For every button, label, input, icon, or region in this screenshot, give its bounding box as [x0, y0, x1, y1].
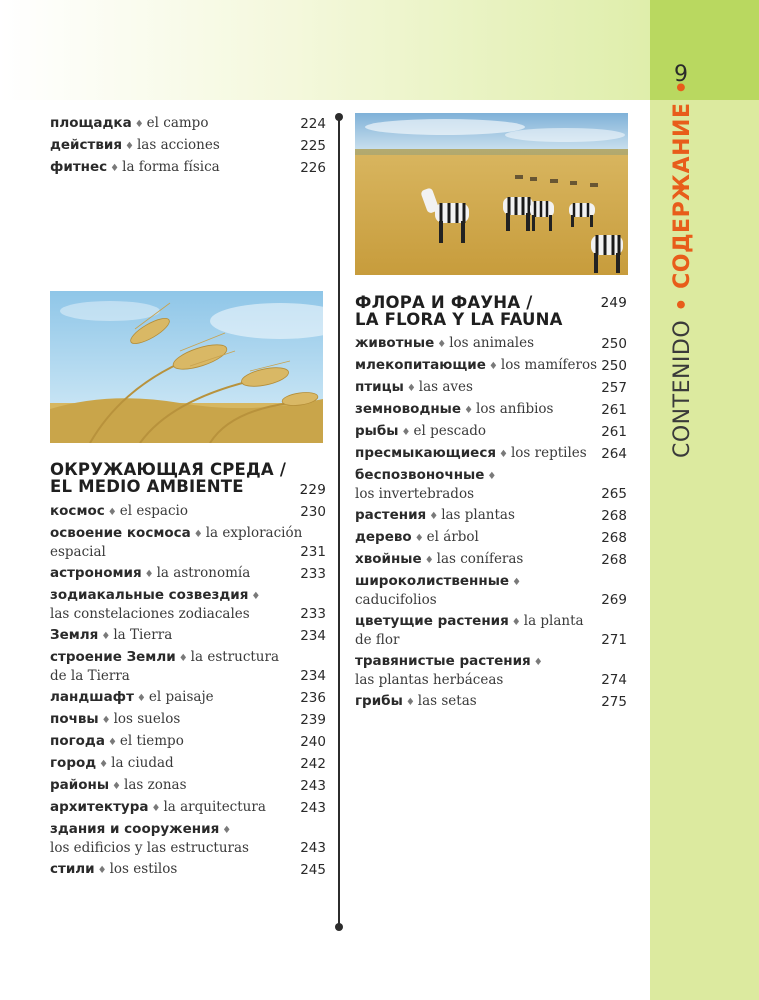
entry-russian: районы — [50, 777, 110, 793]
list-item — [50, 115, 326, 134]
list-item — [355, 653, 627, 689]
list-item — [50, 861, 326, 880]
diamond-separator-icon: ♦ — [101, 715, 111, 726]
page-number: 9 — [674, 62, 688, 87]
entry-spanish: el árbol — [426, 529, 479, 545]
entry-spanish: la planta — [523, 613, 584, 629]
diamond-separator-icon: ♦ — [414, 533, 424, 544]
entry-page: 233 — [300, 605, 326, 622]
list-item — [355, 467, 627, 503]
entry-page: 268 — [601, 552, 627, 568]
entry-spanish-continued: espacial — [50, 543, 106, 560]
entry-page: 231 — [300, 543, 326, 560]
entry-page: 234 — [300, 667, 326, 684]
side-title-bullet-end: • — [670, 79, 695, 95]
list-item — [50, 565, 326, 584]
entry-russian: площадка — [50, 115, 132, 131]
entry-spanish: los reptiles — [510, 445, 587, 461]
diamond-separator-icon: ♦ — [136, 693, 146, 704]
list-item — [50, 627, 326, 646]
entry-page: 234 — [300, 628, 326, 644]
entry-page: 274 — [601, 671, 627, 688]
entry-page: 268 — [601, 508, 627, 524]
entry-page: 264 — [601, 446, 627, 462]
heading-line-spanish: EL MEDIO AMBIENTE — [50, 477, 244, 496]
entry-spanish: las zonas — [124, 777, 187, 793]
entry-russian: растения — [355, 507, 427, 523]
list-item — [355, 507, 627, 526]
list-item — [355, 551, 627, 570]
entry-russian: строение Земли — [50, 649, 176, 665]
side-title-russian: СОДЕРЖАНИЕ — [670, 102, 695, 289]
section-heading-flora-fauna — [355, 294, 627, 328]
diamond-separator-icon: ♦ — [401, 427, 411, 438]
entry-russian: здания и сооружения — [50, 821, 220, 837]
entry-spanish: las aves — [418, 379, 473, 395]
entry-spanish: los animales — [449, 335, 535, 351]
entry-page: 243 — [300, 839, 326, 856]
diamond-separator-icon: ♦ — [222, 825, 232, 836]
entry-russian: почвы — [50, 711, 99, 727]
entry-page: 240 — [300, 734, 326, 750]
entry-page: 268 — [601, 530, 627, 546]
entry-russian: космос — [50, 503, 105, 519]
entry-spanish: los suelos — [113, 711, 181, 727]
entry-page: 245 — [300, 862, 326, 878]
entry-page: 230 — [300, 504, 326, 520]
diamond-separator-icon: ♦ — [464, 405, 474, 416]
entry-spanish: las coníferas — [436, 551, 524, 567]
diamond-separator-icon: ♦ — [125, 141, 134, 152]
list-item — [355, 693, 627, 712]
list-item — [50, 525, 326, 561]
diamond-separator-icon: ♦ — [499, 449, 508, 460]
entry-spanish: el paisaje — [148, 689, 214, 705]
entry-russian: животные — [355, 335, 435, 351]
entry-russian: рыбы — [355, 423, 399, 439]
list-item — [50, 689, 326, 708]
list-item — [50, 755, 326, 774]
list-item — [355, 401, 627, 420]
side-section-title — [672, 80, 694, 458]
entry-spanish: las setas — [417, 693, 477, 709]
list-item — [50, 733, 326, 752]
side-color-band — [650, 0, 759, 1000]
diamond-separator-icon: ♦ — [101, 631, 111, 642]
entry-russian: широколиственные — [355, 573, 510, 589]
entry-page: 239 — [300, 712, 326, 728]
diamond-separator-icon: ♦ — [112, 781, 122, 792]
entry-spanish-continued: las plantas herbáceas — [355, 671, 504, 688]
entry-russian: пресмыкающиеся — [355, 445, 496, 461]
entry-russian: Земля — [50, 627, 99, 643]
entry-page: 226 — [300, 160, 326, 176]
entry-spanish: los estilos — [109, 861, 178, 877]
diamond-separator-icon: ♦ — [406, 383, 416, 394]
entry-russian: земноводные — [355, 401, 462, 417]
entry-russian: освоение космоса — [50, 525, 191, 541]
entry-russian: действия — [50, 137, 123, 153]
heading-line-russian: ФЛОРА И ФАУНА / — [355, 293, 533, 312]
entry-spanish: la forma física — [122, 159, 220, 175]
list-item — [355, 335, 627, 354]
entry-page: 269 — [601, 591, 627, 608]
entry-page: 233 — [300, 566, 326, 582]
entry-page: 242 — [300, 756, 326, 772]
entry-spanish: el pescado — [413, 423, 487, 439]
entry-spanish-continued: los edificios y las estructuras — [50, 839, 249, 856]
diamond-separator-icon: ♦ — [437, 339, 447, 350]
list-item — [50, 503, 326, 522]
entry-russian: погода — [50, 733, 105, 749]
list-item — [50, 159, 326, 178]
entry-russian: травянистые растения — [355, 653, 531, 669]
entry-page: 225 — [300, 138, 326, 154]
entry-russian: фитнес — [50, 159, 108, 175]
diamond-separator-icon: ♦ — [533, 657, 543, 668]
diamond-separator-icon: ♦ — [193, 529, 203, 540]
entry-page: 265 — [601, 485, 627, 502]
list-item — [50, 711, 326, 730]
heading-page: 249 — [600, 295, 627, 311]
list-item — [355, 573, 627, 609]
entry-page: 236 — [300, 690, 326, 706]
entry-spanish: el espacio — [119, 503, 188, 519]
entry-russian: дерево — [355, 529, 412, 545]
entry-russian: астрономия — [50, 565, 142, 581]
entry-russian: архитектура — [50, 799, 149, 815]
diamond-separator-icon: ♦ — [144, 569, 154, 580]
heading-page: 229 — [299, 482, 326, 498]
list-item — [50, 821, 326, 857]
entry-russian: птицы — [355, 379, 404, 395]
entry-russian: город — [50, 755, 97, 771]
heading-line-russian: ОКРУЖАЮЩАЯ СРЕДА / — [50, 460, 287, 479]
list-item — [355, 529, 627, 548]
list-item — [50, 137, 326, 156]
diamond-separator-icon: ♦ — [151, 803, 161, 814]
diamond-separator-icon: ♦ — [107, 737, 117, 748]
entry-russian: цветущие растения — [355, 613, 509, 629]
diamond-separator-icon: ♦ — [424, 555, 434, 566]
entry-page: 243 — [300, 800, 326, 816]
entry-spanish: el tiempo — [119, 733, 184, 749]
list-item — [355, 357, 627, 376]
diamond-separator-icon: ♦ — [134, 119, 144, 130]
diamond-separator-icon: ♦ — [97, 865, 107, 876]
entry-russian: млекопитающие — [355, 357, 486, 373]
top-gradient-band — [0, 0, 650, 100]
entry-spanish: las plantas — [441, 507, 515, 523]
zebras-savanna-photo — [355, 113, 628, 275]
entry-russian: беспозвоночные — [355, 467, 485, 483]
diamond-separator-icon: ♦ — [512, 577, 522, 588]
heading-line-spanish: LA FLORA Y LA FAUNA — [355, 310, 563, 329]
diamond-separator-icon: ♦ — [405, 697, 415, 708]
diamond-separator-icon: ♦ — [488, 361, 498, 372]
entry-spanish: la Tierra — [113, 627, 173, 643]
entry-russian: зодиакальные созвездия — [50, 587, 249, 603]
entry-spanish-continued: las constelaciones zodiacales — [50, 605, 250, 622]
list-item — [355, 613, 627, 649]
diamond-separator-icon: ♦ — [487, 471, 497, 482]
entry-page: 250 — [601, 358, 627, 374]
entry-spanish-continued: de la Tierra — [50, 667, 130, 684]
entry-spanish: la exploración — [205, 525, 303, 541]
entry-spanish: los anfibios — [476, 401, 554, 417]
entry-spanish: las acciones — [136, 137, 220, 153]
entry-page: 243 — [300, 778, 326, 794]
diamond-separator-icon: ♦ — [251, 591, 261, 602]
entry-page: 261 — [601, 402, 627, 418]
list-item — [50, 799, 326, 818]
entry-spanish: el campo — [146, 115, 209, 131]
list-item — [355, 379, 627, 398]
entry-russian: хвойные — [355, 551, 422, 567]
wheat-photo — [50, 291, 323, 443]
entry-spanish: la ciudad — [111, 755, 174, 771]
entry-spanish-continued: caducifolios — [355, 591, 437, 608]
side-title-spanish: CONTENIDO — [670, 319, 695, 458]
entry-page: 224 — [300, 116, 326, 132]
side-title-bullet: • — [670, 297, 695, 312]
entry-russian: грибы — [355, 693, 403, 709]
entry-page: 271 — [601, 631, 627, 648]
entry-russian: ландшафт — [50, 689, 134, 705]
list-item — [355, 445, 627, 464]
section-heading-environment — [50, 460, 326, 498]
entry-page: 250 — [601, 336, 627, 352]
entry-spanish-continued: los invertebrados — [355, 485, 475, 502]
entry-spanish: la arquitectura — [163, 799, 266, 815]
diamond-separator-icon: ♦ — [99, 759, 109, 770]
diamond-separator-icon: ♦ — [429, 511, 439, 522]
entry-page: 257 — [601, 380, 627, 396]
entry-page: 275 — [601, 694, 627, 710]
list-item — [50, 587, 326, 623]
diamond-separator-icon: ♦ — [178, 653, 188, 664]
entry-spanish-continued: de flor — [355, 631, 400, 648]
list-item — [50, 777, 326, 796]
list-item — [50, 649, 326, 685]
list-item — [355, 423, 627, 442]
entry-russian: стили — [50, 861, 95, 877]
entry-spanish: los mamíferos — [500, 357, 598, 373]
diamond-separator-icon: ♦ — [110, 163, 120, 174]
column-divider — [338, 117, 340, 927]
entry-spanish: la estructura — [190, 649, 280, 665]
entry-page: 261 — [601, 424, 627, 440]
entry-spanish: la astronomía — [156, 565, 251, 581]
diamond-separator-icon: ♦ — [107, 507, 117, 518]
diamond-separator-icon: ♦ — [511, 617, 521, 628]
